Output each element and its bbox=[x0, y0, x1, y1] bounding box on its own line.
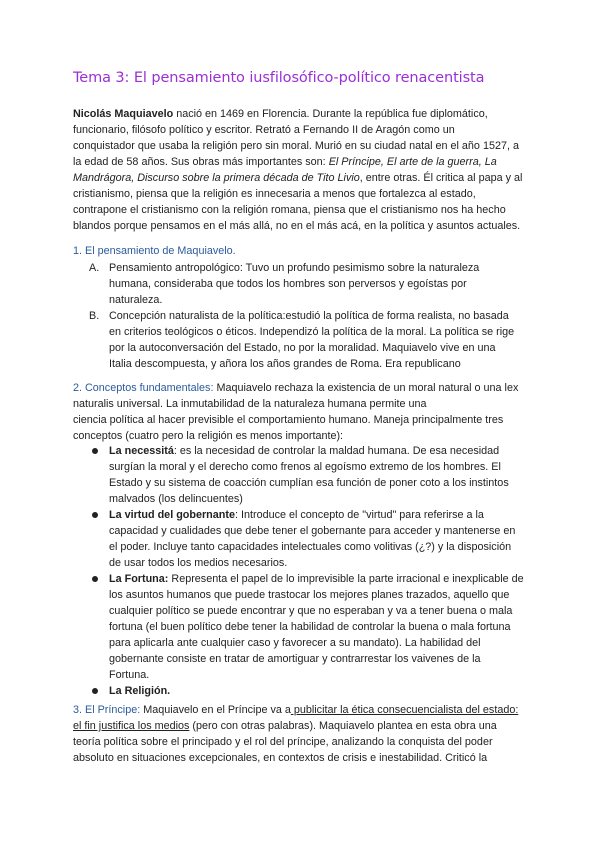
list-item: La necessitá: es la necesidad de controlar la maldad humana. De esa necesidad surgían la moral y el derecho como frenos al egoísmo extremo de los hombres. El Estado y su sistema de coacción cumplían esa función de poner coto a los instintos malvados (los delincuentes) bbox=[73, 443, 533, 507]
author-name: Nicolás Maquiavelo bbox=[73, 108, 174, 120]
section-3-paragraph: 3. El Príncipe: Maquiavelo en el Príncipe va a publicitar la ética consecuencialista del estado: el fin justifica los medios (pero con otras palabras). Maquiavelo plantea en esta obra una teoría política sobre el principado y el rol del príncipe, analizando la conquista del poder absoluto en situaciones excepcionales, en contextos de crisis e inestabilidad. Criticó la bbox=[73, 704, 519, 764]
works-titles: El Príncipe, El arte de la guerra, La bbox=[328, 156, 497, 168]
bullet-icon bbox=[92, 448, 98, 454]
list-item: La Fortuna: Representa el papel de lo imprevisible la parte irracional e inexplicable de los asuntos humanos que puede trastocar los mejores planes trazados, aquello que cualquier político se puede encontrar y que no esperaban y va a tener buena o mala fortuna (el buen político debe tener la habilidad de controlar la buena o mala fortuna para aplicarla ante cualquier caso y favorecer a su mandato). La habilidad del gobernante consiste en tratar de amortiguar y contrarrestar los vaivenes de la Fortuna. bbox=[73, 571, 533, 683]
page-title: Tema 3: El pensamiento iusfilosófico-político renacentista bbox=[73, 70, 485, 86]
section-1-heading: 1. El pensamiento de Maquiavelo. bbox=[73, 245, 236, 257]
list-item: La Religión. bbox=[73, 683, 533, 699]
section-2-paragraph: 2. Conceptos fundamentales: Maquiavelo rechaza la existencia de un moral natural o una lex naturalis universal. La inmutabilidad de la naturaleza humana permite una ciencia política al hacer previsible el comportamiento humano. Maneja principalmente tres conceptos (cuatro pero la religión es menos importante): bbox=[73, 382, 519, 442]
bullet-icon bbox=[92, 576, 98, 582]
intro-paragraph: Nicolás Maquiavelo nació en 1469 en Florencia. Durante la república fue diplomático, funcionario, filósofo político y escritor. Retrató a Fernando II de Aragón como un conquistador que usaba la religión pero sin moral. Murió en su ciudad natal en el año 1527, a la edad de 58 años. Sus obras más importantes son: El Príncipe, El arte de la guerra, La Mandrágora, Discurso sobre la primera década de Tito Livio, entre otras. Él critica al papa y al cristianismo, piensa que la religión es innecesaria a menos que fortalezca al estado, contrapone el cristianismo con la religión romana, piensa que el cristianismo nos ha hecho blandos porque pensamos en el más allá, no en el más acá, en la política y asuntos actuales. bbox=[73, 108, 523, 232]
section-2-heading: 2. Conceptos fundamentales: bbox=[73, 382, 214, 394]
section-2-bullets bbox=[73, 443, 533, 699]
list-item: A. Pensamiento antropológico: Tuvo un profundo pesimismo sobre la naturaleza humana, consideraba que todos los hombres son perversos y egoístas por naturaleza. bbox=[89, 262, 480, 306]
list-marker: B. bbox=[89, 310, 100, 322]
list-item: B. Concepción naturalista de la política:estudió la política de forma realista, no basada en criterios teológicos o éticos. Independizó la política de la moral. La política se rige por la autoconversación del Estado, no por la moralidad. Maquiavelo vive en una Italia descompuesta, y añora los años grandes de Roma. Era republicano bbox=[89, 310, 515, 370]
section-1-list bbox=[73, 260, 533, 372]
section-3-heading: 3. El Príncipe: bbox=[73, 704, 141, 716]
list-marker: A. bbox=[89, 262, 100, 274]
list-item: La virtud del gobernante: Introduce el concepto de "virtud" para referirse a la capacidad y cualidades que debe tener el gobernante para acceder y mantenerse en el poder. Incluye tanto capacidades intelectuales como volitivas (¿?) y la disposición de usar todos los medios necesarios. bbox=[73, 507, 533, 571]
bullet-icon bbox=[92, 688, 98, 694]
bullet-icon bbox=[92, 512, 98, 518]
